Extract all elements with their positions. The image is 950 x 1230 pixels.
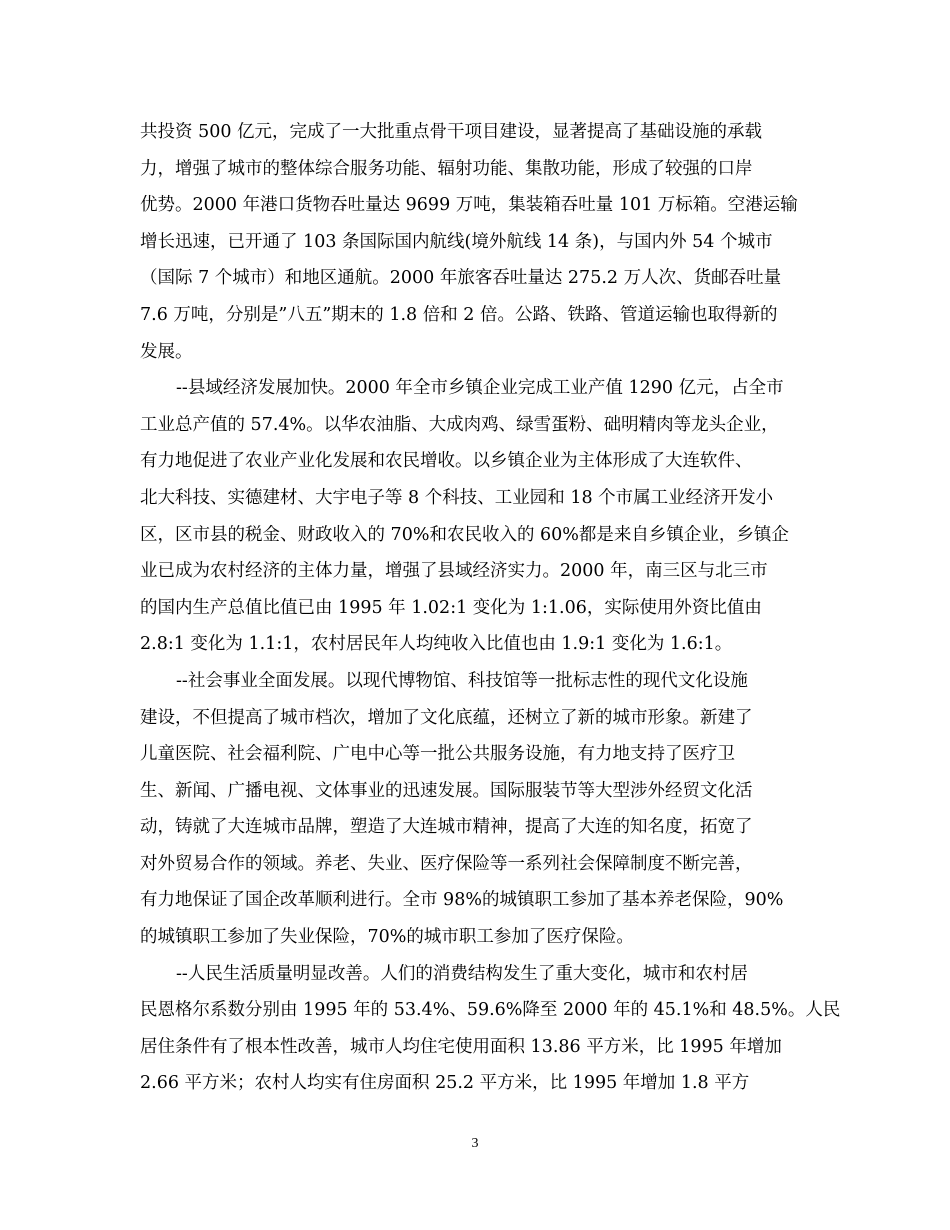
text-line: 共投资 500 亿元，完成了一大批重点骨干项目建设，显著提高了基础设施的承载: [140, 122, 763, 142]
page-number: 3: [471, 1136, 479, 1151]
text-line: 建设，不但提高了城市档次，增加了文化底蕴，还树立了新的城市形象。新建了: [140, 707, 753, 728]
text-line: 的国内生产总值比值已由 1995 年 1.02:1 变化为 1:1.06，实际使用外资比值由: [140, 597, 762, 618]
text-line: 生、新闻、广播电视、文体事业的迅速发展。国际服装节等大型涉外经贸文化活: [140, 780, 753, 801]
text-line: --县域经济发展加快。2000 年全市乡镇企业完成工业产值 1290 亿元，占全市: [176, 378, 784, 399]
text-line: 区，区市县的税金、财政收入的 70%和农民收入的 60%都是来自乡镇企业，乡镇企: [140, 524, 789, 545]
paragraph-living-quality: [140, 956, 841, 1102]
text-line: 动，铸就了大连城市品牌，塑造了大连城市精神，提高了大连的知名度，拓宽了: [140, 817, 753, 838]
text-line: 2.66 平方米；农村人均实有住房面积 25.2 平方米，比 1995 年增加 1.8 平方: [140, 1073, 750, 1094]
text-line: 业已成为农村经济的主体力量，增强了县域经济实力。2000 年，南三区与北三市: [140, 561, 768, 582]
text-line: 有力地保证了国企改革顺利进行。全市 98%的城镇职工参加了基本养老保险，90%: [140, 890, 784, 911]
paragraph-county-economy: [140, 370, 812, 663]
text-line: 民恩格尔系数分别由 1995 年的 53.4%、59.6%降至 2000 年的 45.1%和 48.5%。人民: [140, 1000, 841, 1021]
text-line: 的城镇职工参加了失业保险，70%的城市职工参加了医疗保险。: [140, 927, 634, 948]
text-line: --社会事业全面发展。以现代博物馆、科技馆等一批标志性的现代文化设施: [176, 670, 748, 691]
text-line: 有力地促进了农业产业化发展和农民增收。以乡镇企业为主体形成了大连软件、: [140, 451, 753, 472]
text-line: 2.8:1 变化为 1.1:1，农村居民年人均纯收入比值也由 1.9:1 变化为 1.6:1。: [140, 634, 733, 655]
text-line: --人民生活质量明显改善。人们的消费结构发生了重大变化，城市和农村居: [176, 963, 748, 984]
text-line: 对外贸易合作的领域。养老、失业、医疗保险等一系列社会保障制度不断完善，: [140, 853, 753, 874]
text-line: 居住条件有了根本性改善，城市人均住宅使用面积 13.86 平方米，比 1995 年增加: [140, 1036, 782, 1057]
text-line: 儿童医院、社会福利院、广电中心等一批公共服务设施，有力地支持了医疗卫: [140, 744, 735, 765]
paragraph-social-undertakings: [140, 663, 812, 956]
text-line: 优势。2000 年港口货物吞吐量达 9699 万吨，集装箱吞吐量 101 万标箱。空港运输: [140, 195, 798, 216]
text-line: 7.6 万吨，分别是”八五”期末的 1.8 倍和 2 倍。公路、铁路、管道运输也取得新的: [140, 304, 778, 325]
text-line: 发展。: [140, 341, 193, 362]
text-line: （国际 7 个城市）和地区通航。2000 年旅客吞吐量达 275.2 万人次、货邮吞吐量: [140, 268, 782, 289]
text-line: 工业总产值的 57.4%。以华农油脂、大成肉鸡、绿雪蛋粉、础明精肉等龙头企业，: [140, 414, 779, 435]
paragraph-port-transport: [140, 114, 812, 370]
text-line: 增长迅速，已开通了 103 条国际国内航线(境外航线 14 条)，与国内外 54 个城市: [140, 231, 773, 252]
text-line: 力，增强了城市的整体综合服务功能、辐射功能、集散功能，形成了较强的口岸: [140, 158, 753, 179]
body-text: [140, 114, 841, 1102]
text-line: 北大科技、实德建材、大宇电子等 8 个科技、工业园和 18 个市属工业经济开发小: [140, 487, 774, 508]
